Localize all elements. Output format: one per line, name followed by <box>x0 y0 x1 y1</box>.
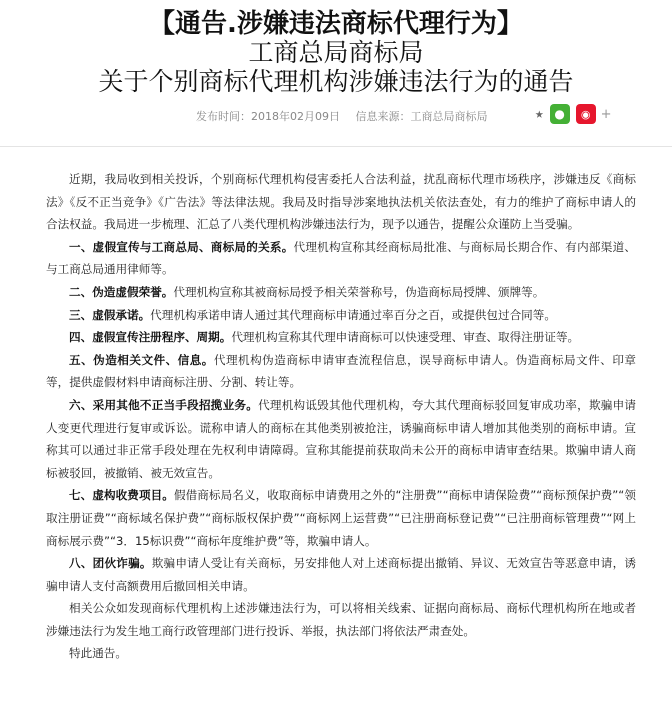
item-heading: 一、虚假宣传与工商总局、商标局的关系。 <box>69 239 294 254</box>
intro-paragraph: 近期，我局收到相关投诉，个别商标代理机构侵害委托人合法利益，扰乱商标代理市场秩序，涉嫌违反《商标法》《反不正当竞争》《广告法》等法律法规。我局及时指导涉案地执法机关依法查处，有力的维护了商标申请人的合法权益。我局进一步梳理、汇总了八类代理机构涉嫌违法行为，现予以通告，提醒公众谨防上当受骗。 <box>46 172 636 232</box>
list-item <box>46 326 636 349</box>
plus-icon[interactable]: + <box>600 106 612 122</box>
item-heading: 八、团伙诈骗。 <box>69 556 152 571</box>
list-item <box>46 281 636 304</box>
item-heading: 七、虚构收费项目。 <box>69 488 174 503</box>
publish-time: 发布时间：2018年02月09日 <box>196 110 340 123</box>
item-text: 代理机构伪造商标申请审查流程信息，误导商标申请人。伪造商标局文件、印章等，提供虚假材料申请商标注册、分割、转让等。 <box>46 352 636 390</box>
share-icon[interactable]: ⭑ <box>535 104 544 123</box>
wechat-icon[interactable]: ● <box>550 104 570 124</box>
list-item <box>46 304 636 327</box>
article-title-main: 【通告.涉嫌违法商标代理行为】 <box>149 9 523 39</box>
item-text: 代理机构宣称其经商标局批准、与商标局长期合作、有内部渠道、与工商总局通用律师等。 <box>46 239 636 277</box>
item-text: 代理机构承诺申请人通过其代理商标申请通过率百分之百，或提供包过合同等。 <box>150 307 556 322</box>
closing-paragraph: 相关公众如发现商标代理机构上述涉嫌违法行为，可以将相关线索、证据向商标局、商标代理机构所在地或者涉嫌违法行为发生地工商行政管理部门进行投诉、举报，执法部门将依法严肃查处。 <box>46 601 636 638</box>
list-item <box>46 552 636 597</box>
list-item <box>46 349 636 394</box>
header-divider <box>0 146 672 147</box>
weibo-icon[interactable]: ◉ <box>576 104 596 124</box>
item-heading: 六、采用其他不正当手段招揽业务。 <box>69 397 259 412</box>
item-text: 代理机构诋毁其他代理机构，夸大其代理商标驳回复审成功率，欺骗申请人变更代理进行复审或诉讼。谎称申请人的商标在其他类别被抢注，诱骗商标申请人增加其他类别的商标申请。宣称其可以通过非正常手段处理在先权利申请障碍。宣称其能提前获取尚未公开的商标申请审查结果。欺骗申请人商标被驳回，被撤销、被无效宣告。 <box>46 397 636 480</box>
list-item <box>46 484 636 552</box>
meta-row <box>0 102 672 132</box>
article-header <box>0 0 672 96</box>
list-item <box>46 236 636 281</box>
list-item <box>46 394 636 484</box>
item-heading: 二、伪造虚假荣誉。 <box>69 284 174 299</box>
info-source: 信息来源：工商总局商标局 <box>355 110 488 123</box>
ending-line: 特此通告。 <box>69 646 127 661</box>
article-body <box>46 168 636 665</box>
item-text: 代理机构宣称其被商标局授予相关荣誉称号，伪造商标局授牌、颁牌等。 <box>173 284 545 299</box>
item-text: 假借商标局名义，收取商标申请费用之外的“注册费”“商标申请保险费”“商标预保护费”“领取注册证费”“商标域名保护费”“商标版权保护费”“商标网上运营费”“已注册商标登记费”“已注册商标管理费”“网上商标展示费”“3．15标识费”“商标年度维护费”等，欺骗申请人。 <box>46 488 636 548</box>
item-heading: 四、虚假宣传注册程序、周期。 <box>69 330 232 345</box>
item-text: 欺骗申请人受让有关商标，另安排他人对上述商标提出撤销、异议、无效宣告等恶意申请，诱骗申请人支付高额费用后撤回相关申请。 <box>46 556 636 593</box>
item-text: 代理机构宣称其代理申请商标可以快速受理、审查、取得注册证等。 <box>231 330 580 345</box>
article-title-issuer: 工商总局商标局 <box>248 38 424 67</box>
article-title-subject: 关于个别商标代理机构涉嫌违法行为的通告 <box>98 67 574 96</box>
article-meta <box>196 108 500 124</box>
item-heading: 三、虚假承诺。 <box>69 307 151 322</box>
item-heading: 五、伪造相关文件、信息。 <box>69 352 214 367</box>
share-bar <box>535 104 612 124</box>
